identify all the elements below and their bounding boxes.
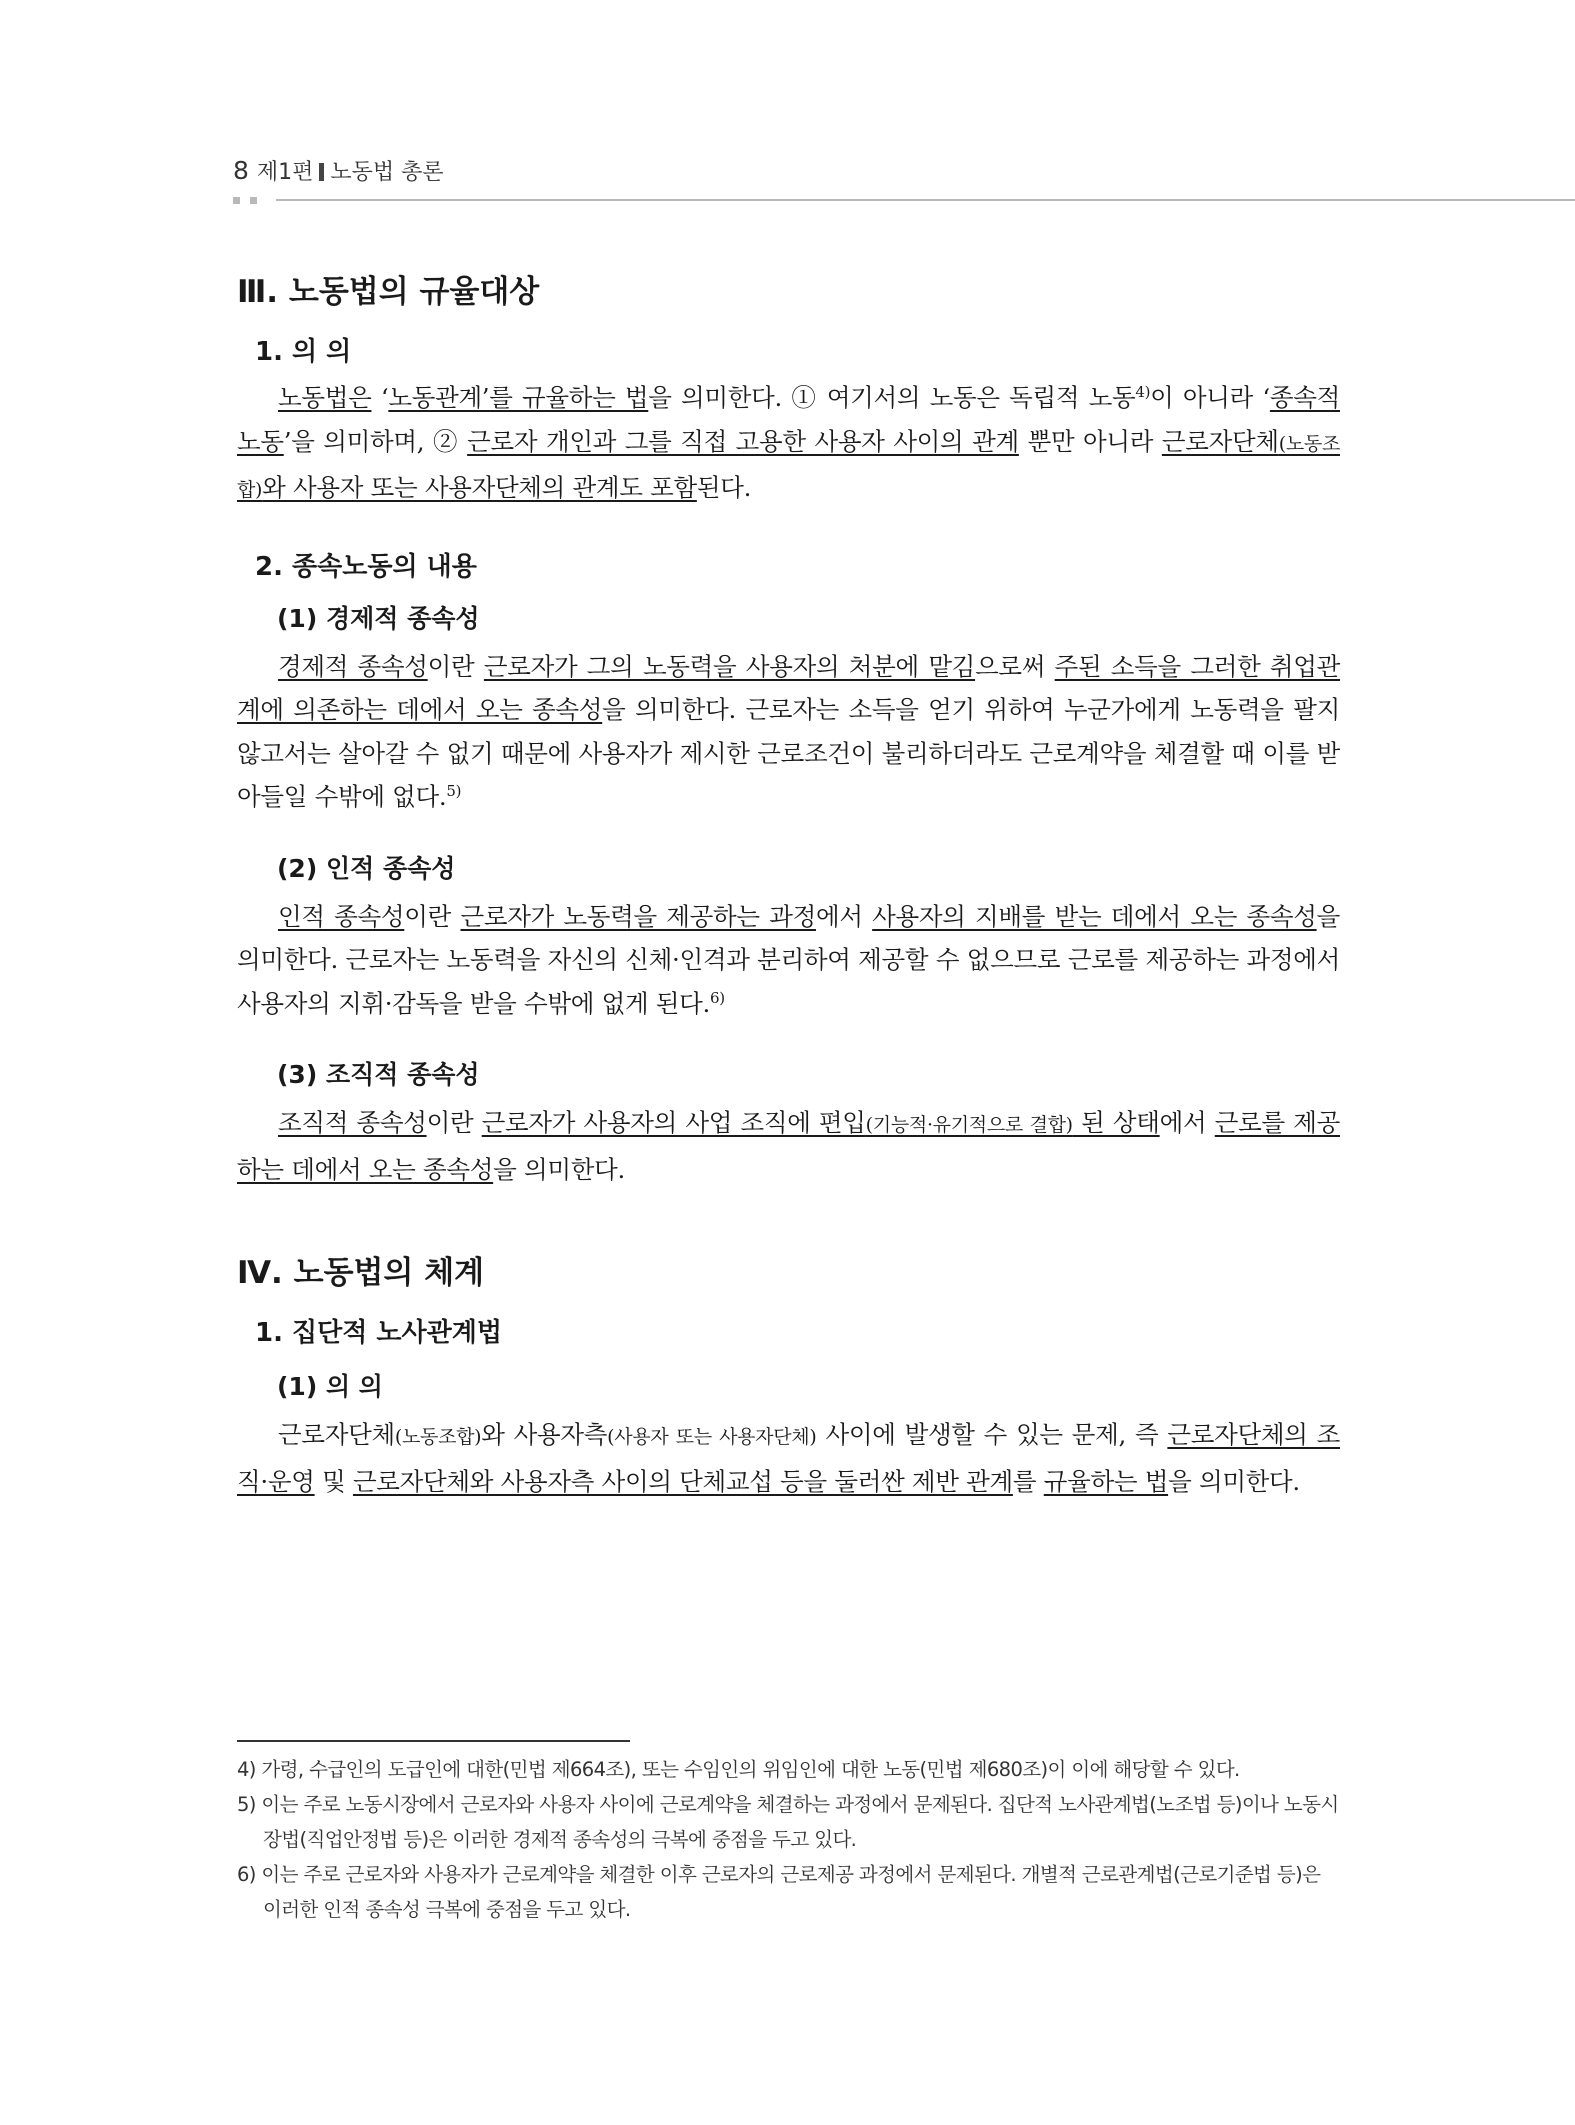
underlined-term: 규율하는 법 <box>1043 1466 1169 1496</box>
header-dot <box>250 197 257 204</box>
section-heading-3: Ⅲ. 노동법의 규율대상 <box>237 274 540 310</box>
header-rule <box>276 199 1575 201</box>
underlined-term: 근로자가 노동력을 제공하는 과정 <box>460 901 816 931</box>
underlined-term: 근로자단체의 조직·운영 <box>237 1420 1341 1496</box>
item-heading-personal: (2) 인적 종속성 <box>277 853 456 883</box>
footnote-6: 6) 이는 주로 근로자와 사용자가 근로계약을 체결한 이후 근로자의 근로제공 과정에서 문제된다. 개별적 근로관계법(근로기준법 등)은 이러한 인적 종속성 극복에 중점을 두고 있다. <box>237 1863 1321 1921</box>
page-content <box>237 270 1340 1503</box>
footnote-ref: 4) <box>1135 383 1151 401</box>
subsection-heading-3-1: 1. 의 의 <box>255 337 352 367</box>
underlined-term: (노동조합) <box>237 432 1340 501</box>
header-separator <box>319 163 324 181</box>
underlined-term: 조직적 종속성 <box>278 1108 427 1137</box>
underlined-term: 종속적 노동 <box>237 383 1340 456</box>
subsection-heading-4-1: 1. 집단적 노사관계법 <box>255 1318 502 1348</box>
item-heading-definition: (1) 의 의 <box>277 1372 383 1401</box>
part-title: 노동법 총론 <box>330 160 444 185</box>
underlined-term: 근로자단체 <box>1161 426 1279 456</box>
subsection-heading-3-2: 2. 종속노동의 내용 <box>255 551 477 582</box>
paragraph-organizational: 조직적 종속성이란 근로자가 사용자의 사업 조직에 편입(기능적·유기적으로 결합) 된 상태에서 근로를 제공하는 데에서 오는 종속성을 의미한다. <box>237 1108 1340 1184</box>
underlined-term: 노동관계’를 규율하는 법 <box>388 383 649 412</box>
running-header <box>233 155 444 186</box>
item-heading-organizational: (3) 조직적 종속성 <box>277 1060 480 1089</box>
paragraph-collective: 근로자단체(노동조합)와 사용자측(사용자 또는 사용자단체) 사이에 발생할 수 있는 문제, 즉 근로자단체의 조직·운영 및 근로자단체와 사용자측 사이의 단체교섭 등을 둘러싼 제반 관계를 규율하는 법을 의미한다. <box>237 1420 1341 1496</box>
underlined-term: 근로자단체와 사용자측 사이의 단체교섭 등을 둘러싼 제반 관계 <box>352 1466 1013 1496</box>
footnotes <box>237 1752 1340 1927</box>
part-label: 제1편 <box>256 160 314 185</box>
underlined-term: (기능적·유기적으로 결합) <box>865 1114 1073 1136</box>
underlined-term: 근로자가 그의 노동력을 사용자의 처분에 맡김 <box>483 651 976 681</box>
footnote-ref: 5) <box>446 782 462 800</box>
underlined-term: 사용자의 지배를 받는 데에서 오는 종속성 <box>872 901 1317 931</box>
paragraph-3-1: 노동법은 ‘노동관계’를 규율하는 법을 의미한다. ① 여기서의 노동은 독립적 노동$^{4)}$이 아니라 ‘종속적 노동’을 의미하며, ② 근로자 개인과 그를 직접 고용한 사용자 사이의 관계 뿐만 아니라 근로자단체(노동조합)와 사용자 또는 사용자단체의 관계도 포함된다. <box>237 383 1340 502</box>
underlined-term: 인적 종속성 <box>278 901 405 931</box>
footnote-5: 5) 이는 주로 노동시장에서 근로자와 사용자 사이에 근로계약을 체결하는 과정에서 문제된다. 집단적 노사관계법(노조법 등)이나 노동시장법(직업안정법 등)은 이러한 경제적 종속성의 극복에 중점을 두고 있다. <box>237 1793 1339 1851</box>
section-heading-4: Ⅳ. 노동법의 체계 <box>237 1255 485 1291</box>
footnote-4: 4) 가령, 수급인의 도급인에 대한(민법 제664조), 또는 수임인의 위임인에 대한 노동(민법 제680조)이 이에 해당할 수 있다. <box>237 1758 1240 1781</box>
underlined-term: 근로를 제공하는 데에서 오는 종속성 <box>237 1108 1340 1184</box>
item-heading-economic: (1) 경제적 종속성 <box>277 603 480 633</box>
footnote-rule <box>237 1740 630 1742</box>
paragraph-personal: 인적 종속성이란 근로자가 노동력을 제공하는 과정에서 사용자의 지배를 받는 데에서 오는 종속성을 의미한다. 근로자는 노동력을 자신의 신체·인격과 분리하여 제공할 수 없으므로 근로를 제공하는 과정에서 사용자의 지휘·감독을 받을 수밖에 없게 된다.$^{6)}$ <box>237 901 1340 1018</box>
underlined-term: 근로자 개인과 그를 직접 고용한 사용자 사이의 관계 <box>467 426 1019 456</box>
underlined-term: 노동법은 <box>278 383 372 412</box>
underlined-term: 경제적 종속성 <box>278 651 428 681</box>
paragraph-economic: 경제적 종속성이란 근로자가 그의 노동력을 사용자의 처분에 맡김으로써 주된 소득을 그러한 취업관계에 의존하는 데에서 오는 종속성을 의미한다. 근로자는 소득을 얻기 위하여 누군가에게 노동력을 팔지 않고서는 살아갈 수 없기 때문에 사용자가 제시한 근로조건이 불리하더라도 근로계약을 체결할 때 이를 받아들일 수밖에 없다.$^{5)}$ <box>237 651 1341 811</box>
footnote-ref: 6) <box>710 988 725 1007</box>
underlined-term: 근로자가 사용자의 사업 조직에 편입 <box>481 1108 866 1137</box>
page-number: 8 <box>233 156 249 185</box>
header-dot <box>233 197 240 204</box>
underlined-term: 된 상태 <box>1072 1108 1160 1137</box>
underlined-term: 주된 소득을 그러한 취업관계에 의존하는 데에서 오는 종속성 <box>237 651 1341 724</box>
underlined-term: 와 사용자 또는 사용자단체의 관계도 포함 <box>262 473 697 502</box>
